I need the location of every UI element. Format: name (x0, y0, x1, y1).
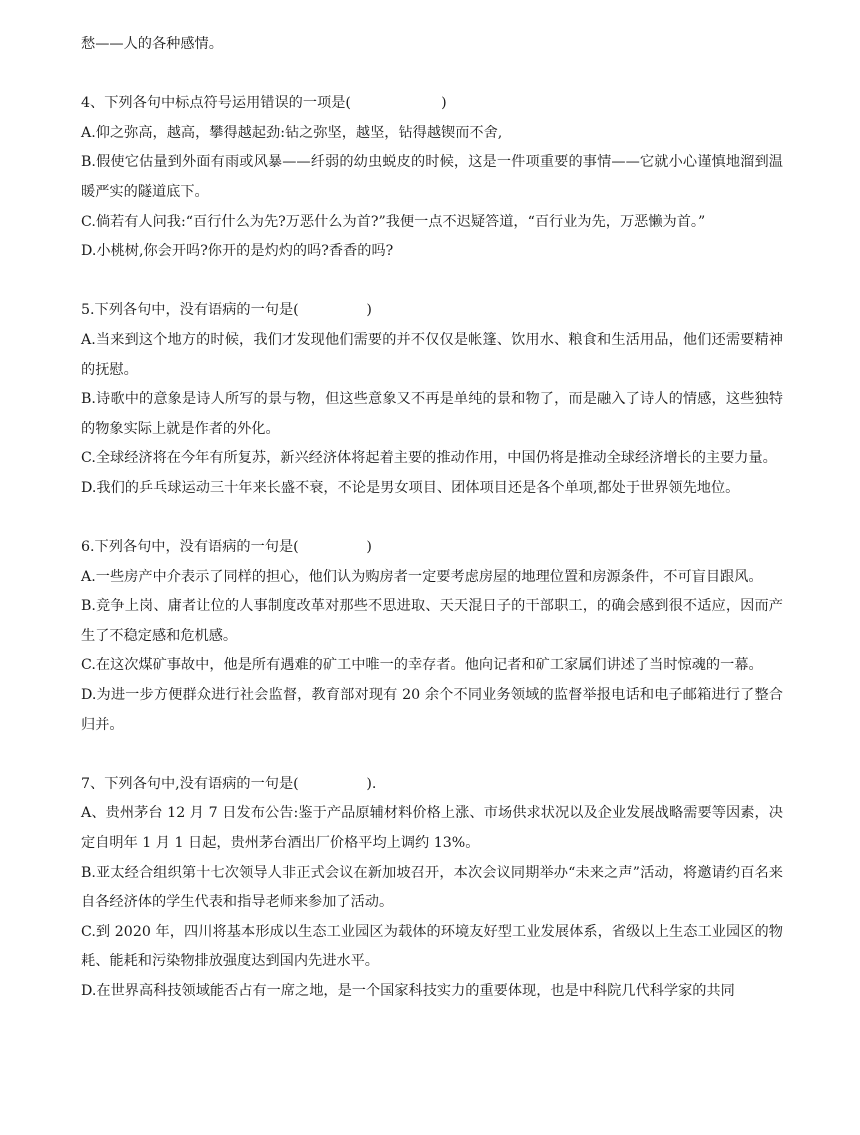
option-c: C.全球经济将在今年有所复苏，新兴经济体将起着主要的推动作用，中国仍将是推动全球经济增长的主要力量。 (81, 450, 777, 467)
spacer (81, 504, 783, 534)
spacer (81, 60, 783, 90)
intro-tail-text: 愁——人的各种感情。 (81, 36, 223, 52)
question-6 (81, 533, 783, 740)
question-4 (81, 89, 783, 267)
question-7 (81, 770, 783, 1007)
option-c: C.倘若有人问我:“百行什么为先?万恶什么为首?”我便一点不迟疑答道，“百行业为先，万恶懒为首。” (81, 213, 706, 230)
option-b: B.竞争上岗、庸者让位的人事制度改革对那些不思进取、天天混日子的干部职工，的确会感到很不适应，因而产生了不稳定感和危机感。 (81, 598, 783, 644)
option-c: C.到 2020 年，四川将基本形成以生态工业园区为载体的环境友好型工业发展体系，省级以上生态工业园区的物耗、能耗和污染物排放强度达到国内先进水平。 (81, 923, 783, 970)
option-d: D.小桃树,你会开吗?你开的是灼灼的吗?香香的吗? (81, 243, 394, 260)
option-a: A.仰之弥高，越高，攀得越起劲:钻之弥坚，越坚，钻得越锲而不舍, (81, 124, 503, 141)
spacer (81, 740, 783, 770)
option-c: C.在这次煤矿事故中，他是所有遇难的矿工中唯一的幸存者。他向记者和矿工家属们讲述了当时惊魂的一幕。 (81, 657, 763, 674)
option-d: D.在世界高科技领域能否占有一席之地，是一个国家科技实力的重要体现，也是中科院几代科学家的共同 (81, 983, 735, 999)
spacer (81, 267, 783, 297)
question-stem: 6.下列各句中，没有语病的一句是( ) (81, 539, 372, 556)
option-b: B.诗歌中的意象是诗人所写的景与物，但这些意象又不再是单纯的景和物了，而是融入了诗人的情感，这些独特的物象实际上就是作者的外化。 (81, 391, 783, 437)
option-a: A、贵州茅台 12 月 7 日发布公告:鉴于产品原辅材料价格上涨、市场供求状况以及企业发展战略需要等因素，决定自明年 1 月 1 日起，贵州茅台酒出厂价格平均上调约 13%。 (81, 805, 783, 852)
option-b: B.亚太经合组织第十七次领导人非正式会议在新加坡召开，本次会议同期举办“未来之声”活动，将邀请约百名来自各经济体的学生代表和指导老师来参加了活动。 (81, 864, 783, 911)
option-d: D.为进一步方便群众进行社会监督，教育部对现有 20 余个不同业务领域的监督举报电话和电子邮箱进行了整合归并。 (81, 687, 783, 733)
question-5 (81, 296, 783, 503)
option-a: A.当来到这个地方的时候，我们才发现他们需要的并不仅仅是帐篷、饮用水、粮食和生活用品，他们还需要精神的抚慰。 (81, 331, 783, 378)
question-stem: 7、下列各句中,没有语病的一句是( ). (81, 775, 377, 792)
option-a: A.一些房产中介表示了同样的担心，他们认为购房者一定要考虑房屋的地理位置和房源条件，不可盲目跟风。 (81, 568, 763, 585)
document-page (81, 30, 783, 1007)
option-b: B.假使它估量到外面有雨或风暴——纤弱的幼虫蜕皮的时候，这是一件项重要的事情——它就小心谨慎地溜到温暖严实的隧道底下。 (81, 154, 783, 200)
question-stem: 4、下列各句中标点符号运用错误的一项是( ) (81, 95, 447, 112)
question-stem: 5.下列各句中，没有语病的一句是( ) (81, 302, 372, 319)
option-d: D.我们的乒乓球运动三十年来长盛不衰，不论是男女项目、团体项目还是各个单项,都处于世界领先地位。 (81, 479, 740, 496)
